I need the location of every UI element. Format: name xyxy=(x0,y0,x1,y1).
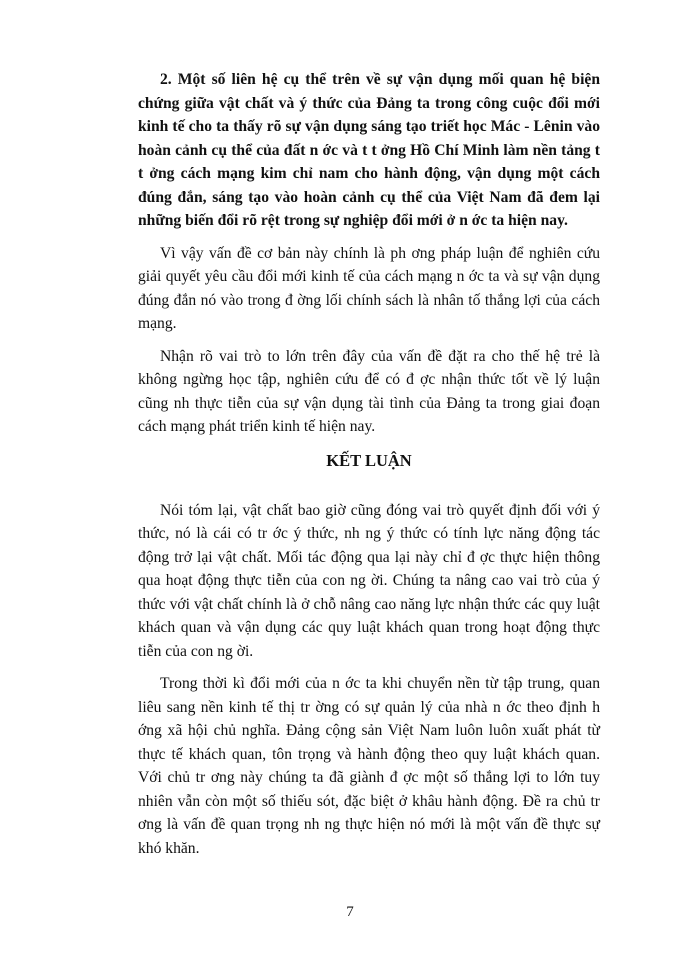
paragraph-spacer xyxy=(138,663,600,672)
paragraph-section-2: 2. Một số liên hệ cụ thể trên về sự vận dụng mối quan hệ biện chứng giữa vật chất và ý thức của Đảng ta trong công cuộc đổi mới kinh tế cho ta thấy rõ sự vận dụng sáng tạo triết học Mác - Lênin vào hoàn cảnh cụ thể của đất n ớc và t t ởng Hồ Chí Minh làm nền tảng t t ởng cách mạng kim chỉ nam cho hành động, vận dụng một cách đúng đắn, sáng tạo vào hoàn cảnh cụ thể của Việt Nam đã đem lại những biến đổi rõ rệt trong sự nghiệp đổi mới ở n ớc ta hiện nay. xyxy=(138,71,600,229)
paragraph-spacer xyxy=(138,233,600,242)
paragraph-conclusion-summary: Nói tóm lại, vật chất bao giờ cũng đóng vai trò quyết định đối với ý thức, nó là cái có tr ớc ý thức, nh ng ý thức có tính lực năng động tác động trở lại vật chất. Mối tác động qua lại này chỉ đ ợc thực hiện thông qua hoạt động thực tiễn của con ng ời. Chúng ta nâng cao vai trò của ý thức với vật chất chính là ở chỗ nâng cao năng lực nhận thức các quy luật khách quan và vận dụng các quy luật khách quan trong hoạt động thực tiễn của con ng ời. xyxy=(138,501,600,660)
paragraph-conclusion-reform: Trong thời kì đổi mới của n ớc ta khi chuyển nền từ tập trung, quan liêu sang nền kinh tế thị tr ờng có sự quản lý của nhà n ớc theo định h ớng xã hội chủ nghĩa. Đảng cộng sản Việt Nam luôn luôn xuất phát từ thực tế khách quan, tôn trọng và hành động theo quy luật khách quan. Với chủ tr ơng này chúng ta đã giành đ ợc một số thắng lợi to lớn tuy nhiên vẫn còn một số thiếu sót, đặc biệt ở khâu hành động. Đề ra chủ tr ơng là vấn đề quan trọng nh ng thực hiện nó mới là một vấn đề thực sự khó khăn. xyxy=(138,675,600,857)
paragraph-methodology: Vì vậy vấn đề cơ bản này chính là ph ơng pháp luận để nghiên cứu giải quyết yêu cầu đổi mới kinh tế của cách mạng n ớc ta và sự vận dụng đúng đắn nó vào trong đ ờng lối chính sách là nhân tố thắng lợi của cách mạng. xyxy=(138,244,600,332)
document-body xyxy=(138,68,600,860)
page-number: 7 xyxy=(346,904,354,920)
conclusion-heading: KẾT LUẬN xyxy=(326,450,412,470)
paragraph-young-generation: Nhận rõ vai trò to lớn trên đây của vấn đề đặt ra cho thế hệ trẻ là không ngừng học tập, nghiên cứu để có đ ợc nhận thức tốt về lý luận cũng nh thực tiễn của sự vận dụng tài tình của Đảng ta trong giai đoạn cách mạng phát triển kinh tế hiện nay. xyxy=(138,347,600,435)
paragraph-spacer xyxy=(138,336,600,345)
